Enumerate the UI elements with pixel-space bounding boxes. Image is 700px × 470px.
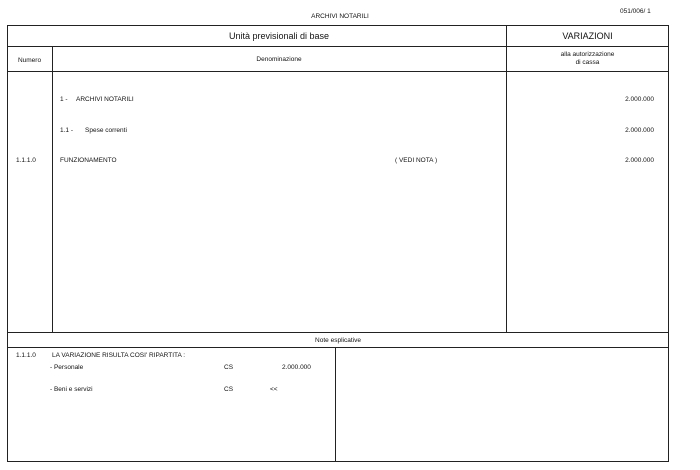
page-id: 051/006/ 1: [620, 8, 651, 15]
row-prefix: 1 -: [60, 96, 68, 103]
table-header-divider-2: [7, 71, 669, 72]
notes-header: Note esplicative: [315, 337, 361, 344]
notes-item-value: 2.000.000: [282, 364, 311, 371]
row-denominazione: Spese correnti: [85, 127, 127, 134]
notes-item-label: - Personale: [50, 364, 84, 371]
col-header-numero: Numero: [17, 57, 42, 64]
row-numero: 1.1.1.0: [16, 157, 36, 164]
notes-item-code: CS: [224, 364, 234, 371]
row-nota-ref: ( VEDI NOTA ): [395, 157, 438, 164]
row-value: 2.000.000: [625, 96, 654, 103]
row-value: 2.000.000: [625, 127, 654, 134]
table-bottom-border: [7, 461, 669, 462]
col-header-autorizzazione: alla autorizzazione di cassa: [560, 51, 615, 66]
row-denominazione: FUNZIONAMENTO: [60, 157, 117, 164]
table-body-bottom: [7, 332, 669, 333]
row-value: 2.000.000: [625, 157, 654, 164]
row-denominazione: ARCHIVI NOTARILI: [76, 96, 134, 103]
notes-item-label: - Beni e servizi: [50, 386, 93, 393]
variations-header: VARIAZIONI: [562, 31, 613, 41]
table-top-border: [7, 25, 669, 26]
table-left-border: [7, 25, 8, 462]
section-header: Unità previsionali di base: [228, 31, 330, 41]
notes-item-code: CS: [224, 386, 234, 393]
col-header-denominazione: Denominazione: [256, 56, 302, 63]
notes-header-bottom: [7, 347, 669, 348]
table-header-divider-1: [7, 46, 669, 47]
notes-intro: LA VARIAZIONE RISULTA COSI' RIPARTITA :: [52, 352, 186, 359]
notes-item-value: <<: [270, 386, 278, 393]
document-title: ARCHIVI NOTARILI: [311, 13, 369, 20]
col-divider-numero: [52, 46, 53, 333]
row-prefix: 1.1 -: [60, 127, 74, 134]
table-right-border: [668, 25, 669, 462]
notes-number: 1.1.1.0: [16, 352, 36, 359]
notes-col-divider: [335, 347, 336, 462]
col-divider-variazioni: [506, 25, 507, 333]
